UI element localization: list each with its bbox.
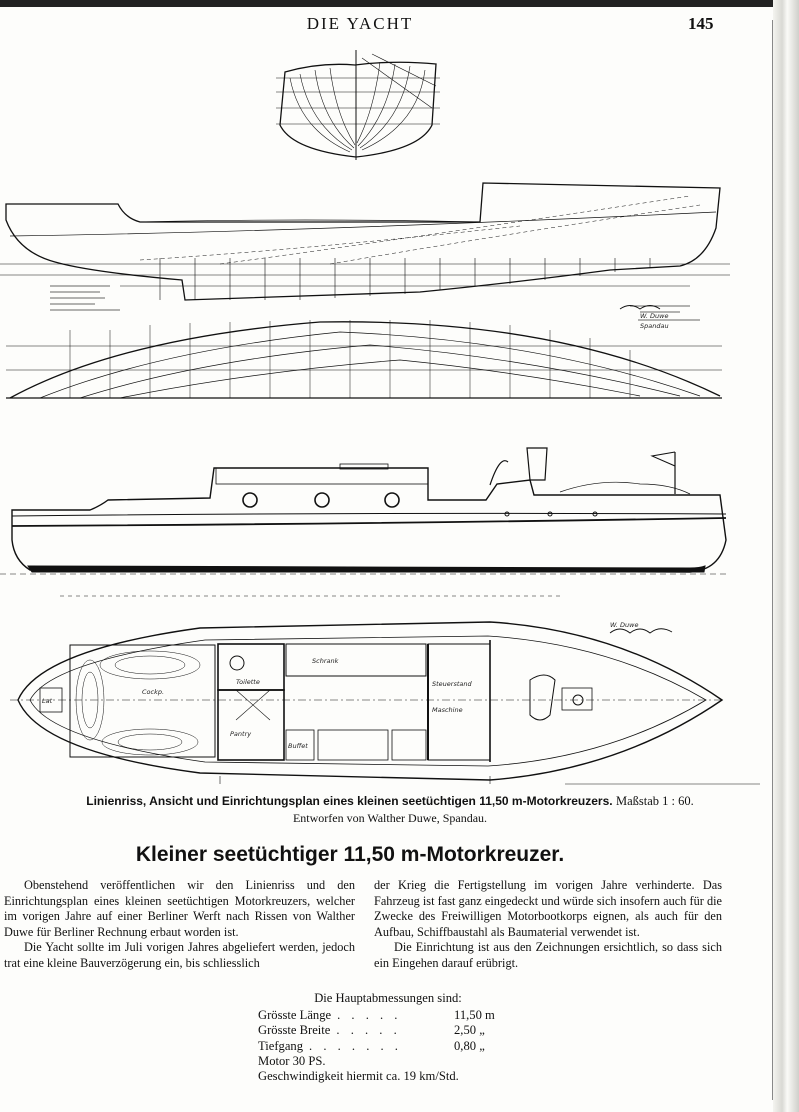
dimension-leader: . . . . . — [337, 1008, 402, 1023]
signature-top-place: Spandau — [640, 322, 669, 330]
paragraph: der Krieg die Fertigstellung im vorigen Jahre verhinderte. Das Fahrzeug ist fast ganz eingedeckt und würde sich insofern auch für die Zwecke des Freiwilligen Motorbootkorps eignen, als auch für den Aufbau, Schiffbaustahl als Baumaterial verwendet ist. — [374, 878, 722, 939]
plan-labels — [42, 312, 669, 750]
scan-top-edge — [0, 0, 799, 7]
room-label-maschine: Maschine — [432, 706, 463, 714]
dimension-row — [258, 1008, 498, 1023]
dimensions-heading: Die Hauptabmessungen sind: — [314, 991, 462, 1005]
dimension-leader: . . . . . . . — [309, 1038, 402, 1053]
room-label-pantry: Pantry — [230, 730, 252, 738]
paragraph: Die Einrichtung ist aus den Zeichnungen ersichtlich, so dass sich ein Eingehen darauf erübrigt. — [374, 940, 722, 970]
dimension-label: Motor 30 PS. — [258, 1053, 326, 1068]
room-label-cockpit: Cockp. — [142, 688, 165, 696]
outboard-profile — [0, 448, 730, 596]
dimension-row — [258, 1039, 498, 1054]
dimension-row — [258, 1069, 498, 1084]
dimension-value: 2,50 „ — [454, 1023, 485, 1038]
room-label-schrank: Schrank — [312, 657, 339, 665]
article-title: Kleiner seetüchtiger 11,50 m-Motorkreuzer. — [135, 843, 565, 866]
body-plan — [276, 50, 440, 160]
paragraph: Obenstehend veröffentlichen wir den Linienriss und den Einrichtungsplan eines kleinen seetüchtigen Motorkreuzers, welcher im vorigen Jahre auf einer Berliner Werft nach Rissen von Walther Duwe für Berliner Rechnung erbaut worden ist. — [4, 878, 355, 939]
figure-credit: Entworfen von Walther Duwe, Spandau. — [292, 811, 488, 825]
accommodation-plan — [10, 622, 760, 784]
dimensions-table — [258, 991, 498, 1084]
dimension-value: 11,50 m — [454, 1008, 495, 1023]
dimension-label: Geschwindigkeit hiermit ca. 19 km/Std. — [258, 1069, 459, 1084]
signature-top: W. Duwe — [640, 312, 669, 320]
room-label-buffet: Buffet — [288, 742, 308, 750]
profile-lines — [0, 183, 730, 320]
page-number: 145 — [688, 14, 714, 33]
text-column-left — [4, 878, 355, 972]
dimension-label: Grösste Breite — [258, 1023, 331, 1038]
dimension-row — [258, 1023, 498, 1038]
page-edge-rule — [772, 20, 773, 1100]
caption-scale: Maßstab 1 : 60. — [615, 794, 694, 808]
room-label-toilette: Toilette — [236, 678, 260, 686]
room-label-lat: Lat — [42, 697, 53, 705]
signature-marks — [610, 306, 672, 634]
dimension-label: Grösste Länge — [258, 1008, 332, 1023]
caption-title: Linienriss, Ansicht und Einrichtungsplan eines kleinen seetüchtigen 11,50 m-Motorkreuzers. — [86, 794, 613, 808]
scan-binding-edge — [773, 0, 799, 1112]
dimension-value: 0,80 „ — [454, 1038, 485, 1053]
dimension-leader: . . . . . — [336, 1023, 401, 1038]
signature-bottom: W. Duwe — [610, 621, 639, 629]
paragraph: Die Yacht sollte im Juli vorigen Jahres abgeliefert werden, jedoch trat eine kleine Bauverzögerung ein, bis schliesslich — [4, 940, 355, 970]
dimension-row — [258, 1054, 498, 1069]
dimension-label: Tiefgang — [258, 1038, 304, 1053]
figure-caption — [40, 793, 740, 809]
yacht-drawing — [0, 40, 770, 785]
half-breadth-plan — [6, 320, 722, 398]
text-column-right — [374, 878, 722, 972]
running-title: DIE YACHT — [306, 14, 414, 33]
room-label-steuerstand: Steuerstand — [432, 680, 472, 688]
